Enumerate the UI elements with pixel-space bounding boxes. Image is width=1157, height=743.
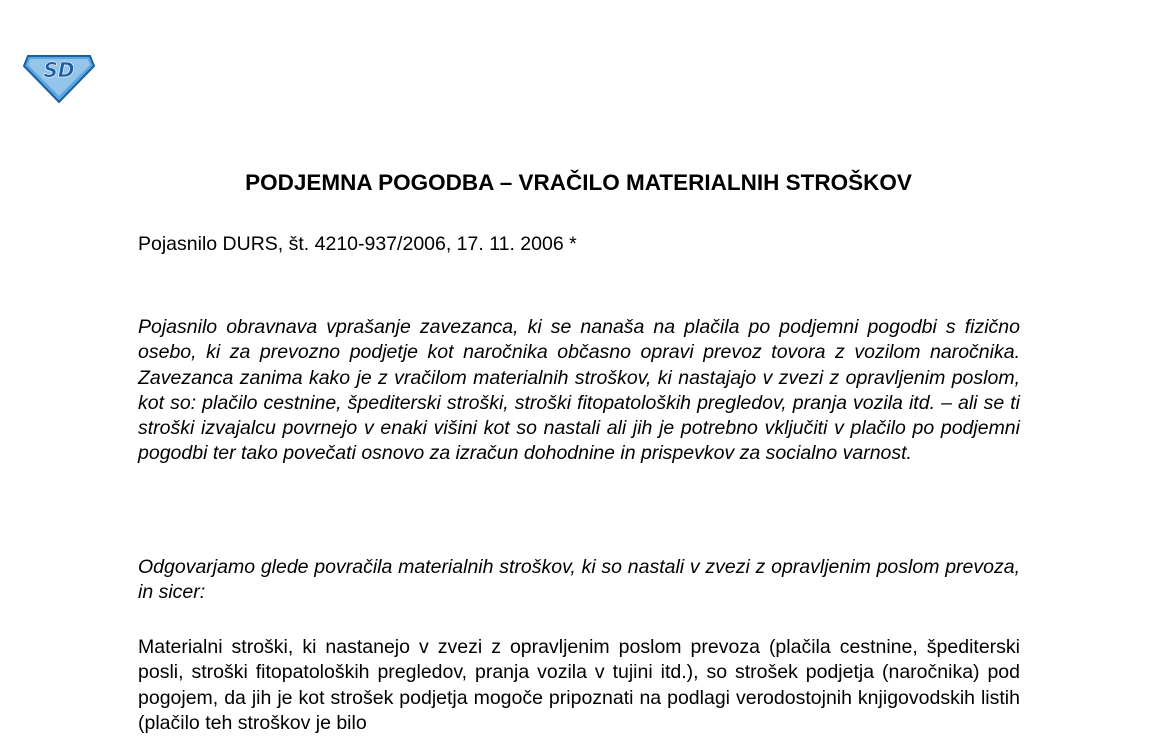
paragraph-answer-body: Materialni stroški, ki nastanejo v zvezi z opravljenim poslom prevoza (plačila cestnine, špediterski posli, stroški fitopatoloških pregledov, pranja vozila v tujini itd.), so strošek podjetja (naročnika) pod pogojem, da jih je kot strošek podjetja mogoče pripoznati na podlagi verodostojnih knjigovodskih listih (plačilo teh stroškov je bilo bbox=[138, 636, 1020, 734]
sd-diamond-logo-icon bbox=[22, 50, 96, 104]
paragraph-answer-intro: Odgovarjamo glede povračila materialnih stroškov, ki so nastali v zvezi z opravljenim poslom prevoza, in sicer: bbox=[138, 556, 1020, 604]
logo-text: SD bbox=[43, 58, 75, 82]
document-subtitle: Pojasnilo DURS, št. 4210-937/2006, 17. 11. 2006 * bbox=[138, 233, 577, 255]
paragraph-question: Pojasnilo obravnava vprašanje zavezanca, ki se nanaša na plačila po podjemni pogodbi s fizično osebo, ki za prevozno podjetje kot naročnika občasno opravi prevoz tovora z vozilom naročnika. Zavezanca zanima kako je z vračilom materialnih stroškov, ki nastajajo v zvezi z opravljenim poslom, kot so: plačilo cestnine, špediterski stroški, stroški fitopatoloških pregledov, pranja vozila itd. – ali se ti stroški izvajalcu povrnejo v enaki višini kot so nastali ali jih je potrebno vključiti v plačilo po podjemni pogodbi ter tako povečati osnovo za izračun dohodnine in prispevkov za socialno varnost. bbox=[138, 316, 1020, 465]
document-title: PODJEMNA POGODBA – VRAČILO MATERIALNIH STROŠKOV bbox=[245, 170, 912, 195]
